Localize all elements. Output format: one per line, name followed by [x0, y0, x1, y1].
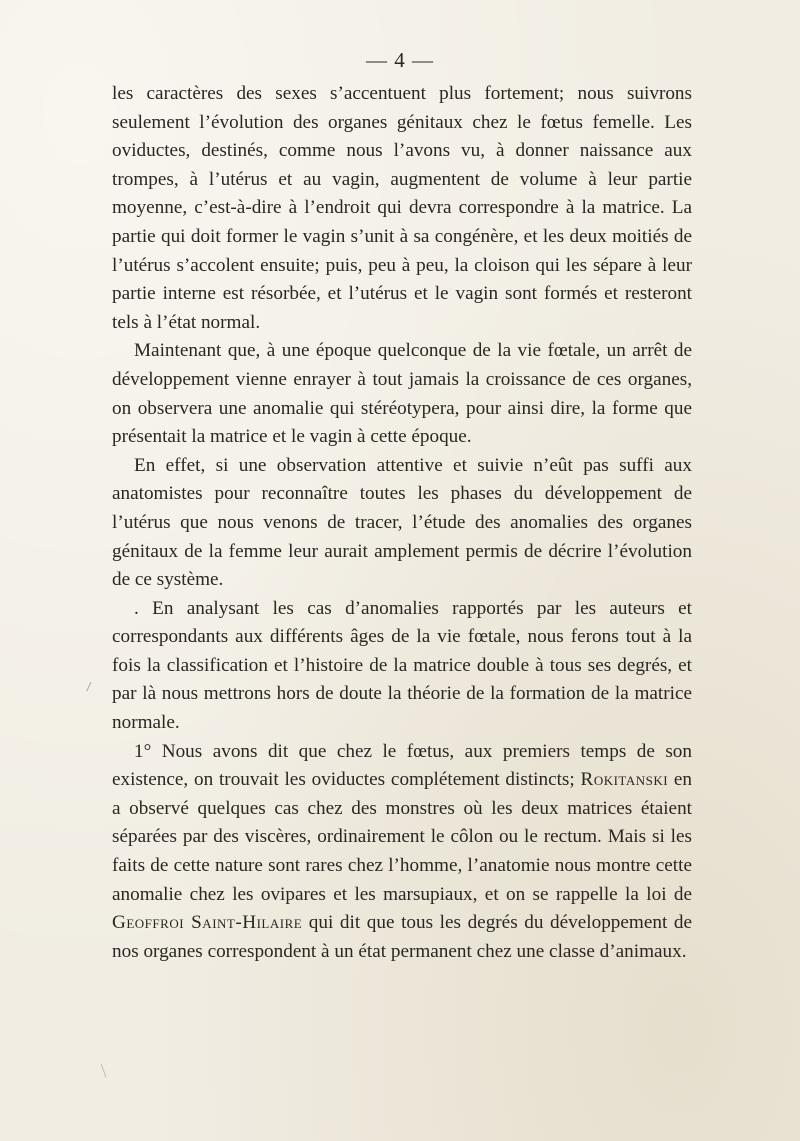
- page-number: — 4 —: [366, 48, 434, 72]
- author-name-geoffroi-saint-hilaire: Geoffroi Saint-Hilaire: [112, 912, 303, 934]
- paragraph-1: les caractères des sexes s’accentuent plus fortement; nous suivrons seulement l’évolution des organes génitaux chez le fœtus femelle. Les oviductes, destinés, comme nous l’avons vu, à donner naissance aux trompes, à l’utérus et au vagin, augmentent de volume à leur partie moyenne, c’est-à-dire à l’endroit qui devra correspondre à la matrice. La partie qui doit former le vagin s’unit à sa congénère, et les deux moitiés de l’utérus s’accolent ensuite; puis, peu à peu, la cloison qui les sépare à leur partie interne est résorbée, et l’utérus et le vagin sont formés et resteront tels à l’état normal.: [112, 83, 692, 333]
- margin-ink-mark: [86, 682, 97, 694]
- paragraph-5-part-c: qui dit que tous les degrés du développement de nos organes correspondent à un état permanent chez une classe d’animaux.: [112, 912, 692, 962]
- paragraph-4: . En analysant les cas d’anomalies rapportés par les auteurs et correspondants aux différents âges de la vie fœtale, nous ferons tout à la fois la classification et l’histoire de la matrice double à tous ses degrés, et par là nous mettrons hors de doute la théorie de la formation de la matrice normale.: [112, 597, 692, 734]
- body-text: [112, 80, 692, 966]
- margin-ink-mark-lower: [101, 1063, 110, 1078]
- paragraph-2: Maintenant que, à une époque quelconque de la vie fœtale, un arrêt de développement vienne enrayer à tout jamais la croissance de ces organes, on observera une anomalie qui stéréotypera, pour ainsi dire, la forme que présentait la matrice et le vagin à cette époque.: [112, 340, 692, 448]
- paragraph-3: En effet, si une observation attentive et suivie n’eût pas suffi aux anatomistes pour reconnaître toutes les phases du développement de l’utérus que nous venons de tracer, l’étude des anomalies des organes génitaux de la femme leur aurait amplement permis de décrire l’évolution de ce système.: [112, 454, 692, 591]
- paragraph-5-part-b: en a observé quelques cas chez des monstres où les deux matrices étaient séparées par des viscères, ordinairement le côlon ou le rectum. Mais si les faits de cette nature sont rares chez l’homme, l’anatomie nous montre cette anomalie chez les ovipares et les marsupiaux, et on se rappelle la loi de: [112, 769, 692, 905]
- paragraph-5-part-a: 1° Nous avons dit que chez le fœtus, aux premiers temps de son existence, on trouvait les oviductes complétement distincts;: [112, 740, 692, 791]
- author-name-rokitanski: Rokitanski: [580, 769, 669, 791]
- paragraph-5: [112, 738, 692, 967]
